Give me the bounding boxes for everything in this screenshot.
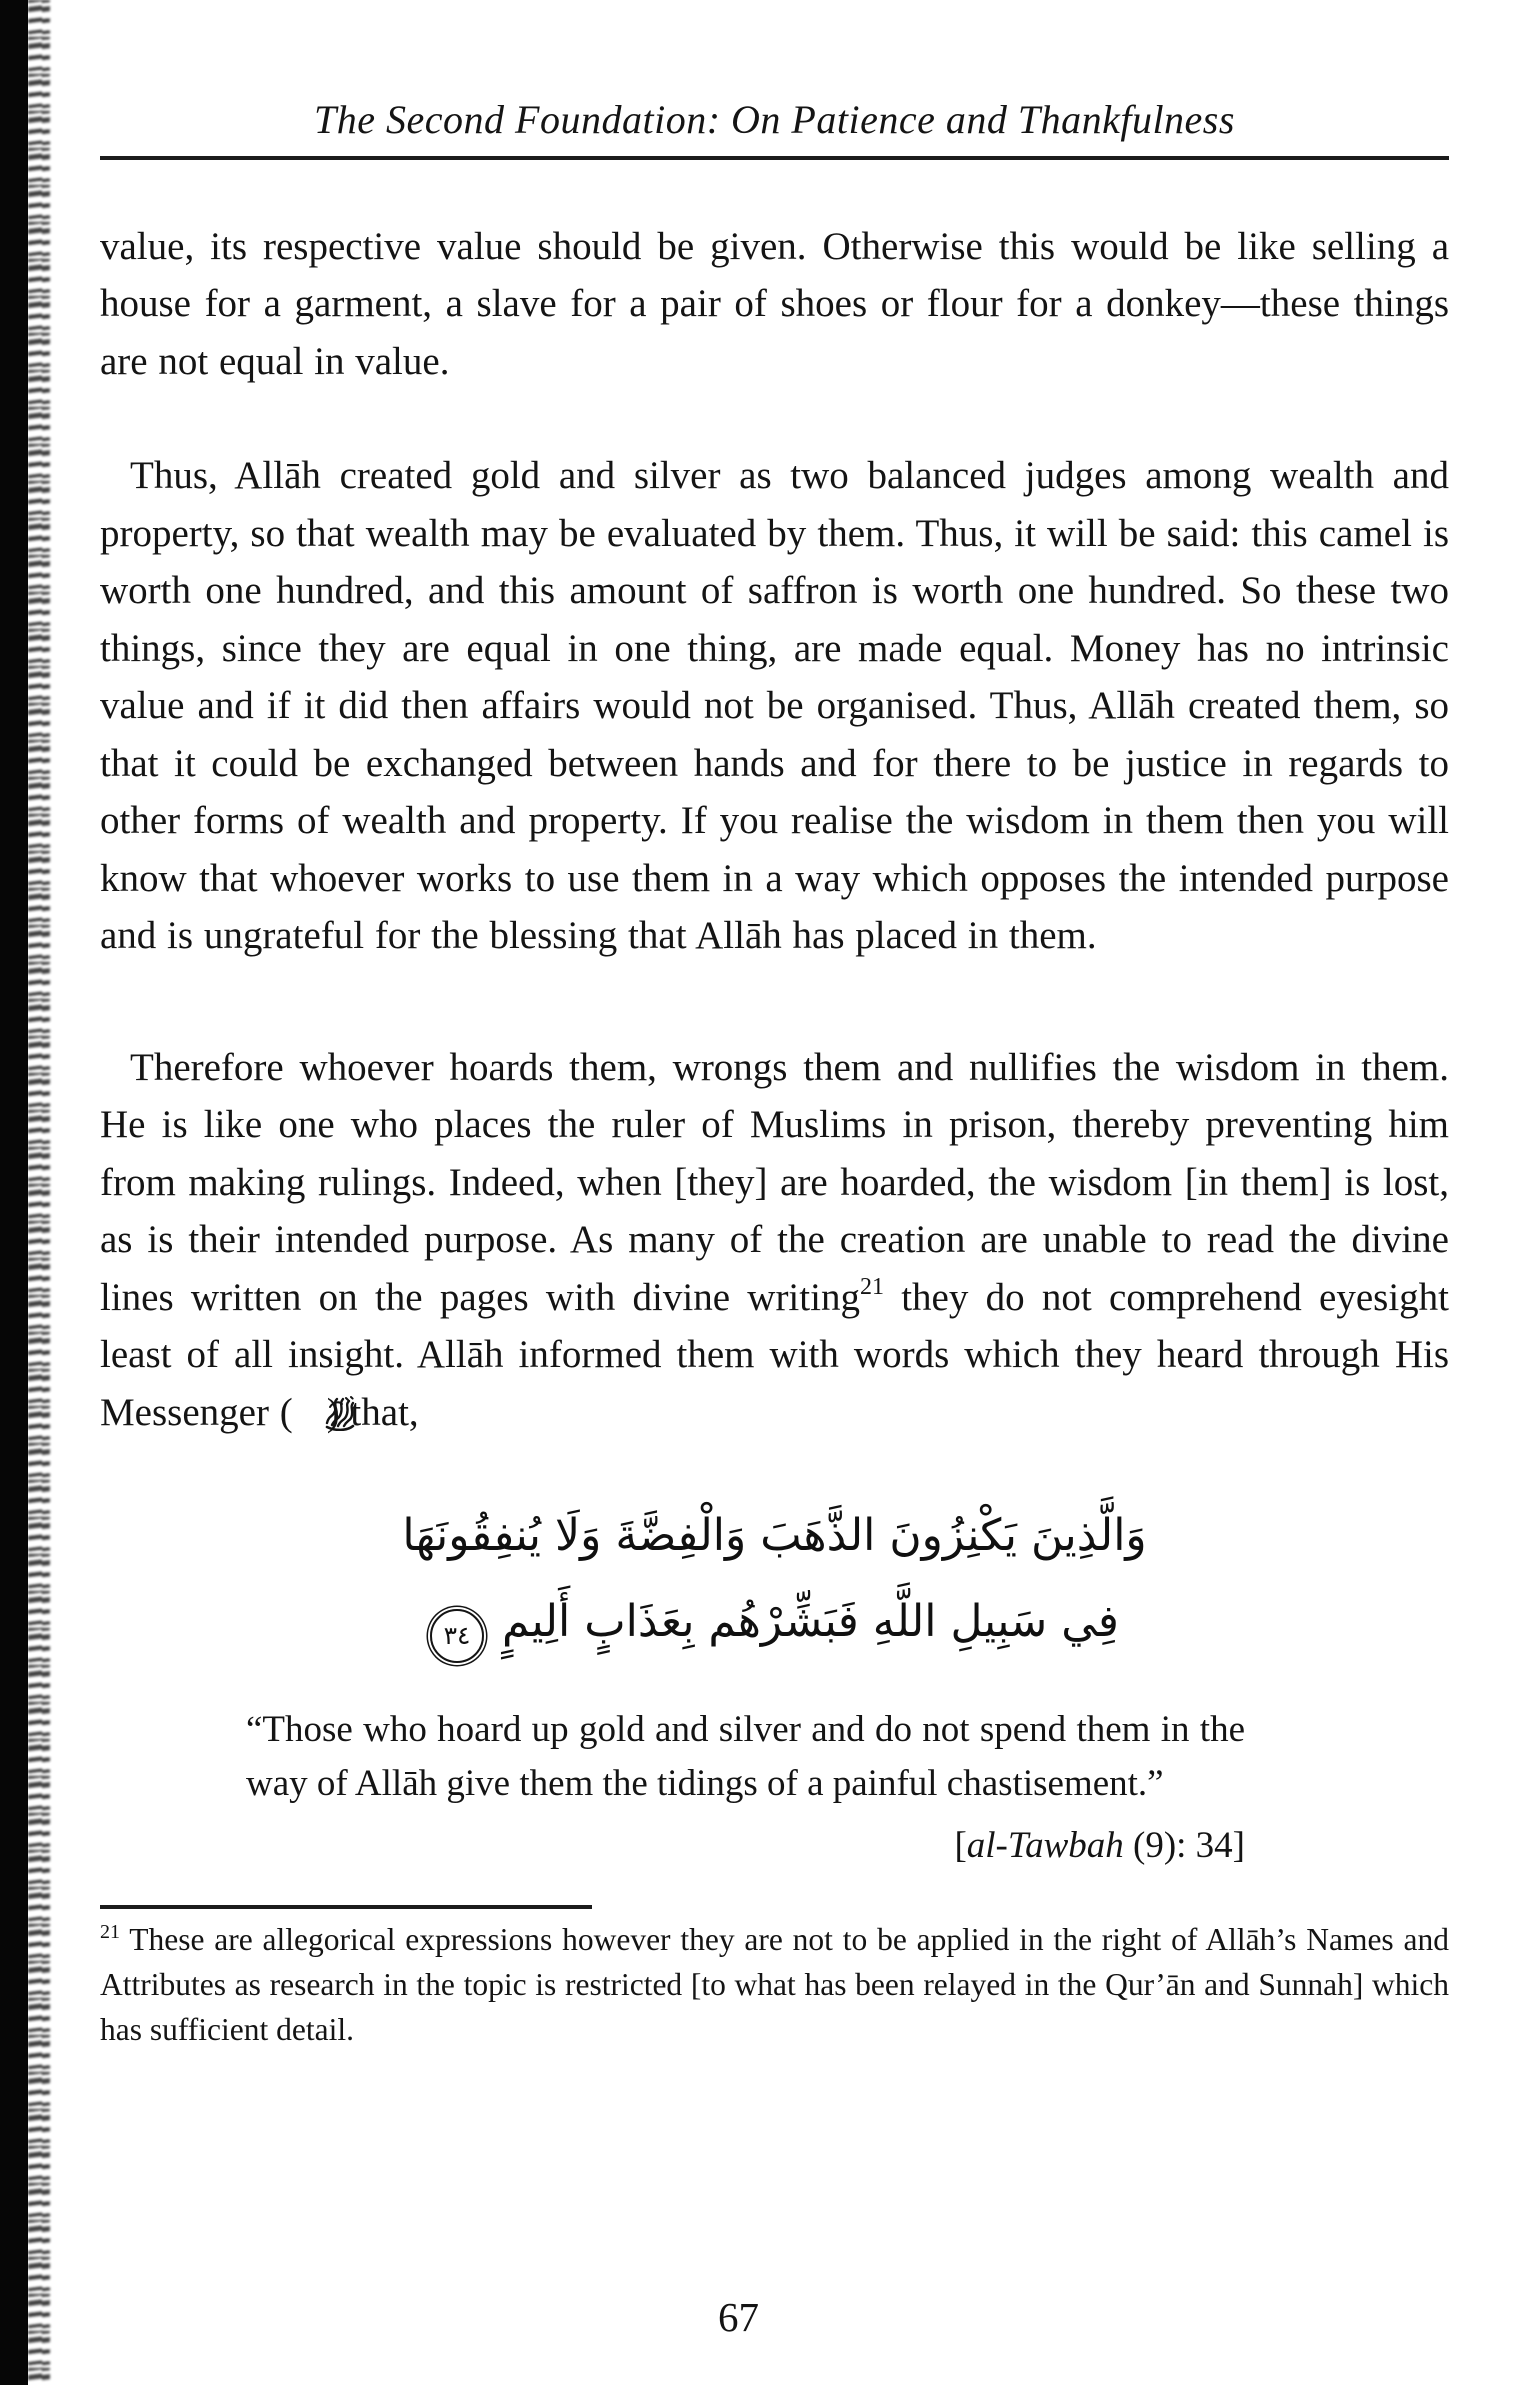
footnote-separator-rule (100, 1905, 592, 1909)
arabic-verse-line-2-wrap (100, 1579, 1449, 1665)
paragraph-1: value, its respective value should be given. Otherwise this would be like selling a house for a garment, a slave for a pair of shoes or flour for a donkey—these things are not equal in value. (100, 224, 1449, 383)
book-page (100, 0, 1449, 2052)
scan-binding-shadow (0, 0, 28, 2385)
paragraph-3-text-continued: they do not comprehend eyesight least of all insight. Allāh informed them with words which they heard through His Messenger ( (100, 1275, 1450, 1434)
running-header-title: The Second Foundation: On Patience and Thankfulness (314, 97, 1235, 142)
footnote-reference-21: 21 (859, 1273, 884, 1300)
ayah-end-marker: ٣٤ (430, 1609, 484, 1663)
header-rule (100, 156, 1449, 160)
arabic-verse-line-1: وَالَّذِينَ يَكْنِزُونَ الذَّهَبَ وَالْفِضَّةَ وَلَا يُنفِقُونَهَا (402, 1510, 1147, 1561)
page-number: 67 (718, 2294, 759, 2340)
arabic-verse-line-2: فِي سَبِيلِ اللَّهِ فَبَشِّرْهُم بِعَذَابٍ أَلِيمٍ (502, 1596, 1119, 1647)
citation-surah-name: al-Tawbah (966, 1825, 1124, 1866)
paragraph-2: Thus, Allāh created gold and silver as two balanced judges among wealth and property, so that wealth may be evaluated by them. Thus, it will be said: this camel is worth one hundred, and this amount of saffron is worth one hundred. So these two things, since they are equal in one thing, are made equal. Money has no intrinsic value and if it did then affairs would not be organised. Thus, Allāh created them, so that it could be exchanged between hands and for there to be justice in regards to other forms of wealth and property. If you realise the wisdom in them then you will know that whoever works to use them in a way which opposes the intended purpose and is ungrateful for the blessing that Allāh has placed in them. (100, 454, 1449, 957)
citation-verse-ref: (9): 34] (1123, 1825, 1245, 1866)
quran-verse-arabic (100, 1493, 1449, 1665)
footnote-21-marker: 21 (100, 1920, 120, 1943)
citation-open-bracket: [ (954, 1825, 967, 1866)
paragraph-3 (100, 1039, 1449, 1442)
verse-citation (246, 1821, 1245, 1871)
footnote-21-text: These are allegorical expressions however they are not to be applied in the right of Allāh’s Names and Attributes as research in the topic is restricted [to what has been relayed in the Qur’ān and Sunnah] which has sufficient detail. (100, 1921, 1449, 2047)
paragraph-3-text: Therefore whoever hoards them, wrongs them and nullifies the wisdom in them. He is like one who places the ruler of Muslims in prison, thereby preventing him from making rulings. Indeed, when [they] are hoarded, the wisdom [in them] is lost, as is their intended purpose. As many of the creation are unable to read the divine lines written on the pages with divine writing (100, 1045, 1449, 1319)
paragraph-3-closing: ) that, (326, 1390, 419, 1434)
verse-translation-quote: “Those who hoard up gold and silver and do not spend them in the way of Allāh give them the tidings of a painful chastisement.” (246, 1709, 1245, 1804)
prophet-salutation-icon (293, 1390, 327, 1428)
footnote-21 (100, 1917, 1449, 2052)
